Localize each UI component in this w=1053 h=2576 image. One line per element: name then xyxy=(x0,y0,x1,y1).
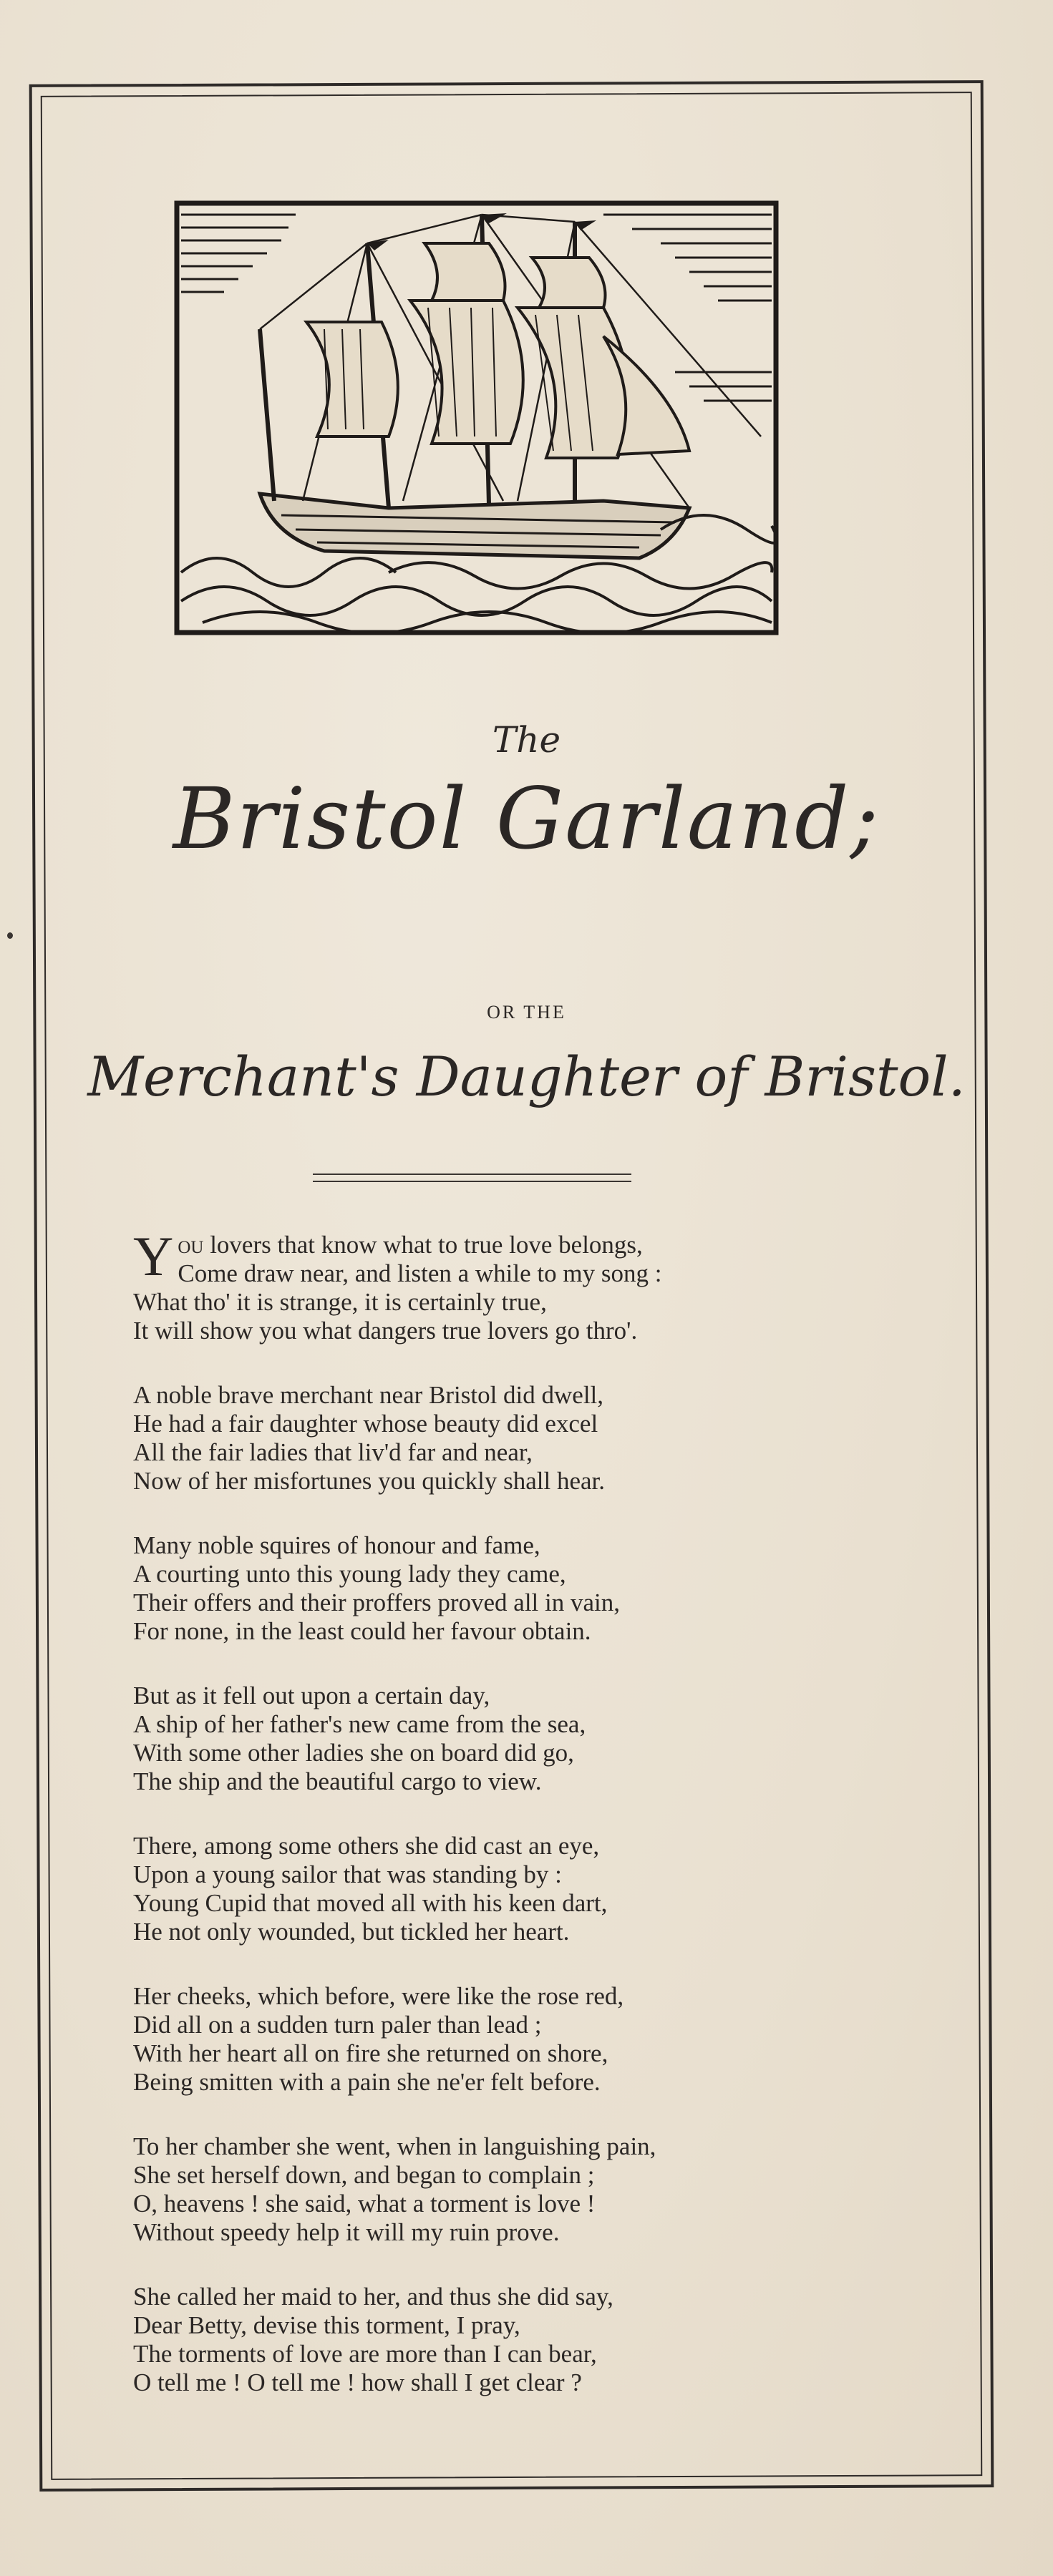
drop-cap: Y xyxy=(133,1225,174,1287)
poem-line: It will show you what dangers true lovers go thro'. xyxy=(133,1317,638,1345)
stanza-6 xyxy=(133,1982,885,2097)
first-word-rest: ou xyxy=(178,1231,204,1259)
stanza-2 xyxy=(133,1381,885,1496)
poem-line: What tho' it is strange, it is certainly true, xyxy=(133,1288,547,1316)
stanza-5 xyxy=(133,1832,885,1946)
poem-line: The torments of love are more than I can bear, xyxy=(133,2340,597,2368)
title-the: The xyxy=(492,719,561,761)
poem-line: For none, in the least could her favour obtain. xyxy=(133,1617,591,1645)
double-rule-divider xyxy=(313,1174,631,1182)
poem-line: Without speedy help it will my ruin prove. xyxy=(133,2218,560,2246)
poem-line: Did all on a sudden turn paler than lead ; xyxy=(133,2011,542,2039)
poem-line: Their offers and their proffers proved all in vain, xyxy=(133,1589,621,1616)
title-or-the: OR THE xyxy=(487,1002,566,1023)
stanza-8 xyxy=(133,2283,885,2397)
page-subtitle: Merchant's Daughter of Bristol. xyxy=(87,1045,966,1108)
poem-line: All the fair ladies that liv'd far and near, xyxy=(133,1438,533,1466)
poem-line: She set herself down, and began to complain ; xyxy=(133,2161,595,2189)
poem-line: Now of her misfortunes you quickly shall hear. xyxy=(133,1467,606,1495)
poem-line: With her heart all on fire she returned on shore, xyxy=(133,2039,608,2067)
poem-line: O, heavens ! she said, what a torment is love ! xyxy=(133,2190,596,2218)
stanza-1 xyxy=(133,1225,885,1345)
stanza-7 xyxy=(133,2132,885,2247)
poem-line: She called her maid to her, and thus she did say, xyxy=(133,2283,613,2311)
ship-woodcut-icon xyxy=(174,200,779,635)
poem-line: A noble brave merchant near Bristol did dwell, xyxy=(133,1381,604,1409)
poem-line: Being smitten with a pain she ne'er felt before. xyxy=(133,2068,601,2096)
poem-line: But as it fell out upon a certain day, xyxy=(133,1682,490,1709)
poem-line: The ship and the beautiful cargo to view. xyxy=(133,1767,542,1795)
first-line-text: lovers that know what to true love belongs, xyxy=(203,1231,643,1259)
poem-line: A courting unto this young lady they came, xyxy=(133,1560,566,1588)
poem-line: He had a fair daughter whose beauty did excel xyxy=(133,1410,598,1438)
poem-body xyxy=(133,1225,885,2433)
poem-line: To her chamber she went, when in languishing pain, xyxy=(133,2132,656,2160)
poem-line: He not only wounded, but tickled her heart. xyxy=(133,1918,570,1946)
poem-line: Her cheeks, which before, were like the rose red, xyxy=(133,1982,624,2010)
poem-line: With some other ladies she on board did go, xyxy=(133,1739,574,1767)
poem-line: Dear Betty, devise this torment, I pray, xyxy=(133,2311,520,2339)
stanza-4 xyxy=(133,1682,885,1796)
stanza-3 xyxy=(133,1531,885,1646)
poem-line: Many noble squires of honour and fame, xyxy=(133,1531,540,1559)
poem-line: O tell me ! O tell me ! how shall I get clear ? xyxy=(133,2368,582,2396)
poem-line: Young Cupid that moved all with his keen dart, xyxy=(133,1889,608,1917)
poem-line: There, among some others she did cast an eye, xyxy=(133,1832,600,1860)
poem-line: Come draw near, and listen a while to my song : xyxy=(178,1259,662,1287)
page-title: Bristol Garland; xyxy=(173,769,880,868)
poem-line: A ship of her father's new came from the sea, xyxy=(133,1710,586,1738)
poem-line: Upon a young sailor that was standing by : xyxy=(133,1860,562,1888)
